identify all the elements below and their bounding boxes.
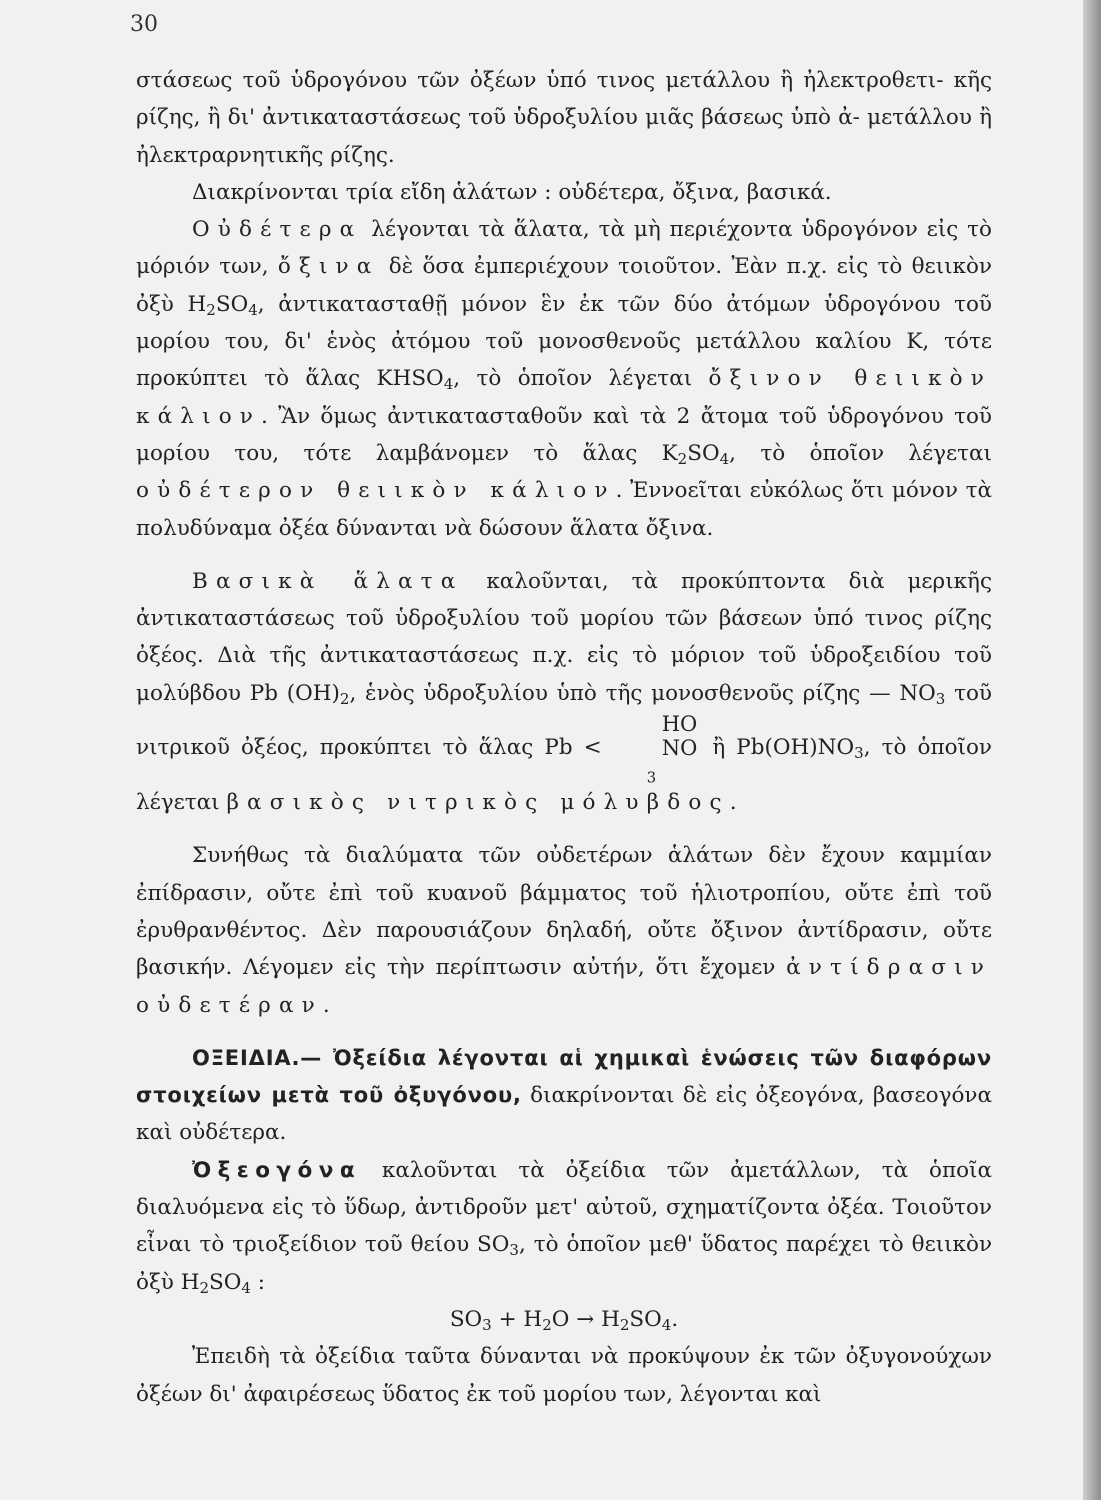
text-run: . (671, 1306, 679, 1332)
text-run: , τὸ ὁποῖον λέγεται (453, 366, 709, 392)
fraction-bottom (606, 736, 698, 787)
subscript: 4 (241, 1278, 251, 1297)
line-2: κῆς ρίζης, ἢ δι' ἀντικαταστάσεως τοῦ ὑδροξυλίου μιᾶς βάσεως ὑπὸ ἀ- (136, 68, 992, 131)
spaced-term: ὄξινα (277, 254, 380, 280)
text-run: λέγονται τὰ ἅλατα, τὰ μὴ περιέχοντα ὑδρογόνον εἰς τὸ μόριόν των, (136, 217, 992, 280)
text-run: τοῦ νιτρικοῦ ὀξέος, προκύπτει τὸ ἅλας Pb < (136, 680, 992, 761)
subscript: 3 (482, 1315, 492, 1334)
subscript: 3 (854, 743, 864, 762)
text-run: καλοῦνται, τὰ προκύπτοντα διὰ μερικῆς ἀντικαταστάσεως τοῦ ὑδροξυλίου τοῦ μορίου τῶν βάσεων ὑπό τινος ρίζης ὀξέος. Διὰ τῆς ἀντικαταστάσεως π.χ. εἰς τὸ μόριον τοῦ ὑδροξειδίου τοῦ μολύβδου Pb (OH) (136, 568, 992, 706)
paragraph-oxides-continued: Ἐπειδὴ τὰ ὀξείδια ταῦτα δύνανται νὰ προκύψουν ἐκ τῶν ὀξυγονούχων ὀξέων δι' ἀφαιρέσεως ὕδατος ἐκ τοῦ μορίου των, λέγονται καὶ (136, 1344, 992, 1407)
text-run: . Ἐννοεῖται εὐκόλως ὅτι μόνον τὰ πολυδύναμα ὀξέα δύνανται νὰ δώσουν ἅλατα ὄξινα. (136, 478, 992, 541)
subscript: 2 (339, 689, 350, 708)
text-run: SO (629, 1306, 662, 1332)
text-run: . (729, 790, 737, 816)
line-3: μετάλλου ἢ ἠλεκτραρνητικῆς ρίζης. (136, 105, 992, 168)
paragraph-neutral-solutions (136, 837, 992, 1023)
paragraph-acidic-oxides (136, 1152, 992, 1301)
text-run: διακρίνονται δὲ εἰς ὀξεογόνα, βασεογόνα καὶ οὐδέτερα. (136, 1083, 992, 1146)
paragraph-basic-salts (136, 563, 992, 821)
page-edge-shadow (1083, 0, 1101, 1500)
subscript: 2 (619, 1315, 630, 1334)
chemical-equation (136, 1301, 992, 1338)
subscript: 4 (443, 375, 454, 394)
text-run: : (250, 1269, 266, 1295)
fraction-top: HO (661, 712, 698, 737)
text-run: ἢ Pb(OH)NO (701, 735, 855, 761)
text-run: . (322, 992, 330, 1018)
text-run: Συνήθως τὰ διαλύματα τῶν οὐδετέρων ἁλάτων δὲν ἔχουν καμμίαν ἐπίδρασιν, οὔτε ἐπὶ τοῦ κυανοῦ βάμματος τοῦ ἡλιοτροπίου, οὔτε ἐπὶ τοῦ ἐρυθρανθέντος. Δὲν παρουσιάζουν δηλαδή, οὔτε ὄξινον ἀντίδρασιν, οὔτε βασικήν. Λέγομεν εἰς τὴν περίπτωσιν αὐτήν, ὅτι ἔχομεν (136, 843, 992, 981)
text-run: , τὸ ὁποῖον μεθ' ὕδατος παρέχει τὸ θειικὸν ὀξὺ H (136, 1232, 993, 1295)
page-body (136, 62, 992, 1413)
subscript: 2 (199, 1278, 210, 1297)
text-run: SO (687, 440, 720, 466)
text-run: SO (215, 291, 249, 317)
subscript: 3 (509, 1241, 519, 1260)
text-run: , ἀντικατασταθῇ μόνον ἓν ἐκ τῶν δύο ἀτόμων ὑδρογόνου τοῦ μορίου του, δι' ἑνὸς ἀτόμου τοῦ μονοσθενοῦς μετάλλου καλίου K, τότε προκύπτει τὸ ἅλας KHSO (136, 291, 992, 392)
subscript: 3 (935, 689, 946, 708)
subscript: 2 (677, 449, 688, 468)
spaced-term: Βασικὰ ἅλατα (192, 568, 464, 594)
text-run: + H (491, 1306, 543, 1332)
spaced-term: βασικὸς νιτρικὸς μόλυβδος (226, 790, 730, 816)
subscript: 2 (206, 300, 216, 319)
paragraph-neutral-acid-salts (136, 211, 992, 547)
paragraph-salt-types: Διακρίνονται τρία εἴδη ἁλάτων : οὐδέτερα, ὄξινα, βασικά. (192, 179, 832, 205)
text-run: , τὸ ὁποῖον λέγεται (136, 735, 992, 816)
spaced-term: Ὀξεογόνα (192, 1157, 362, 1183)
subscript: 4 (661, 1315, 672, 1334)
formula-fraction (606, 712, 698, 787)
spaced-term: οὐδέτερον θειικὸν κάλιον (136, 478, 616, 504)
subscript: 3 (646, 769, 657, 787)
text-run: δὲ ὅσα ἐμπεριέχουν τοιοῦτον. Ἐὰν π.χ. εἰς τὸ θειικὸν ὀξὺ H (136, 254, 993, 317)
section-heading: ΟΞΕΙΔΙΑ.— Ὀξείδια λέγονται αἱ χημικαὶ ἑνώσεις τῶν διαφόρων στοιχείων μετὰ τοῦ ὀξυγόνου, (136, 1045, 992, 1108)
paragraph-acid-substitution (136, 62, 992, 174)
text-run: , ἑνὸς ὑδροξυλίου ὑπὸ τῆς μονοσθενοῦς ρίζης — NO (349, 680, 936, 706)
spaced-term: ὄξινον θειικὸν κάλιον (136, 366, 992, 429)
text-run: . Ἂν ὅμως ἀντικατασταθοῦν καὶ τὰ 2 ἄτομα τοῦ ὑδρογόνου τοῦ μορίου του, τότε λαμβάνομεν τὸ ἅλας K (136, 403, 992, 466)
paragraph-oxides (136, 1040, 992, 1152)
spaced-term: Οὐδέτερα (192, 217, 363, 243)
spaced-term: ἀντίδρασιν οὐδετέραν (136, 955, 992, 1018)
text-run: καλοῦνται τὰ ὀξείδια τῶν ἀμετάλλων, τὰ ὁποῖα διαλυόμενα εἰς τὸ ὕδωρ, ἀντιδροῦν μετ' αὐτοῦ, σχηματίζοντα ὀξέα. Τοιοῦτον εἶναι τὸ τριοξείδιον τοῦ θείου SO (136, 1157, 992, 1258)
text-run: O → H (551, 1306, 620, 1332)
subscript: 4 (248, 300, 258, 319)
subscript: 2 (542, 1315, 552, 1334)
subscript: 4 (719, 449, 730, 468)
fraction-bottom-text: NO (661, 736, 698, 761)
text-run: SO (209, 1269, 242, 1295)
line-1: στάσεως τοῦ ὑδρογόνου τῶν ὀξέων ὑπό τινος μετάλλου ἢ ἠλεκτροθετι- (136, 68, 944, 93)
page-number: 30 (130, 12, 158, 37)
text-run: SO (449, 1306, 483, 1332)
text-run: , τὸ ὁποῖον λέγεται (729, 440, 992, 466)
